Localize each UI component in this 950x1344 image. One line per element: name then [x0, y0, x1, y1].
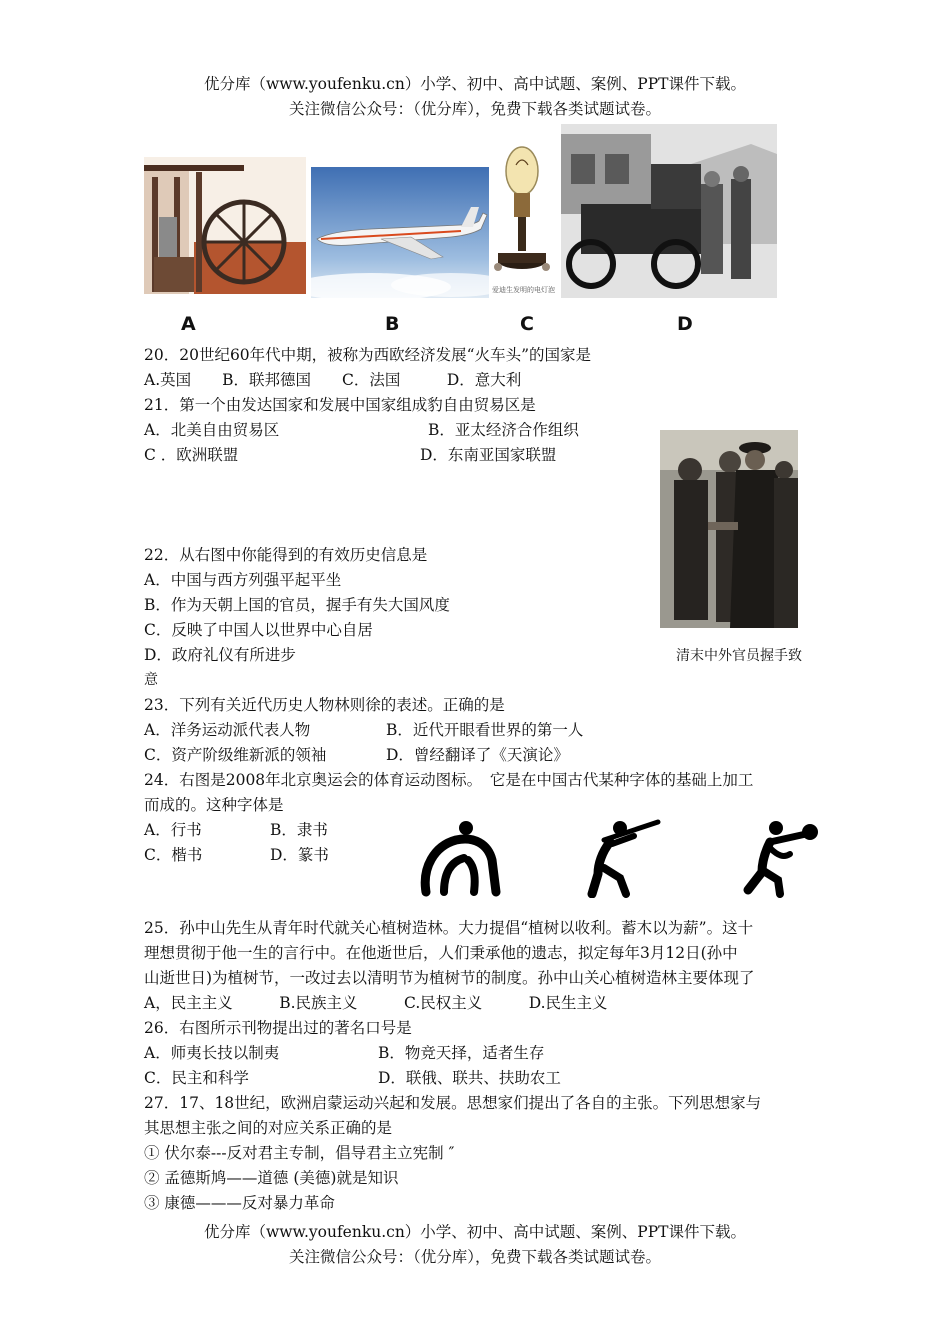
header-line-2: 关注微信公众号：（优分库），免费下载各类试题试卷。 [288, 100, 661, 118]
steam-engine-image [144, 157, 306, 294]
airplane-image [311, 167, 489, 298]
bulb-caption: 爱迪生发明的电灯泡 [492, 286, 555, 294]
q20-options: A.英国 B．联邦德国 C．法国 D．意大利 [144, 371, 522, 389]
q24-stem-line-1: 24．右图是2008年北京奥运会的体育运动图标。 它是在中国古代某种字体的基础上加工 [144, 771, 754, 789]
q25-line-3: 山逝世日)为植树节，一改过去以清明节为植树节的制度。孙中山关心植树造林主要体现了 [144, 969, 755, 987]
wrestling-pictogram-icon [416, 818, 502, 898]
q21-option-d: D．东南亚国家联盟 [420, 446, 557, 464]
image-label-a: A [181, 313, 196, 335]
q24-stem-line-2: 而成的。这种字体是 [144, 796, 284, 814]
q27-item-3: ③ 康德———反对暴力革命 [144, 1194, 335, 1212]
q26-option-b: B．物竞天择，适者生存 [378, 1044, 545, 1062]
q24-option-c: C．楷书 [144, 846, 203, 864]
q26-stem: 26．右图所示刊物提出过的著名口号是 [144, 1019, 412, 1037]
q22-option-b: B．作为天朝上国的官员，握手有失大国风度 [144, 596, 450, 614]
q22-stem: 22．从右图中你能得到的有效历史信息是 [144, 546, 428, 564]
model-t-car-image [561, 124, 777, 298]
q25-line-2: 理想贯彻于他一生的言行中。在他逝世后，人们秉承他的遗志，拟定每年3月12日(孙中 [144, 944, 738, 962]
footer-line-1: 优分库（www.youfenku.cn）小学、初中、高中试题、案例、PPT课件下载。 [203, 1223, 747, 1241]
shooting-pictogram-icon [584, 818, 662, 898]
q21-option-b: B．亚太经济合作组织 [428, 421, 579, 439]
q23-option-c: C．资产阶级维新派的领袖 [144, 746, 327, 764]
q26-option-c: C．民主和科学 [144, 1069, 249, 1087]
image-label-b: B [385, 313, 400, 335]
image-label-c: C [520, 313, 534, 335]
footer-line-2: 关注微信公众号：（优分库），免费下载各类试题试卷。 [288, 1248, 661, 1266]
q27-line-2: 其思想主张之间的对应关系正确的是 [144, 1119, 393, 1137]
light-bulb-image [490, 135, 558, 298]
q26-option-a: A．师夷长技以制夷 [144, 1044, 280, 1062]
q23-option-b: B．近代开眼看世界的第一人 [386, 721, 584, 739]
q27-item-1: ① 伏尔泰---反对君主专制，倡导君主立宪制 ″ [144, 1144, 455, 1162]
q26-option-d: D．联俄、联共、扶助农工 [378, 1069, 561, 1087]
q21-option-a: A．北美自由贸易区 [144, 421, 280, 439]
header-line-1: 优分库（www.youfenku.cn）小学、初中、高中试题、案例、PPT课件下载。 [203, 75, 747, 93]
image-label-d: D [677, 313, 693, 335]
q25-options: A，民主主义 B.民族主义 C.民权主义 D.民生主义 [144, 994, 608, 1012]
boxing-pictogram-icon [740, 818, 820, 898]
q27-item-2: ② 孟德斯鸠——道德 (美德)就是知识 [144, 1169, 399, 1187]
q24-option-d: D．篆书 [270, 846, 329, 864]
q22-photo-caption: 清末中外官员握手致 [676, 648, 802, 664]
q21-stem: 21．第一个由发达国家和发展中国家组成豹自由贸易区是 [144, 396, 536, 414]
q23-option-a: A．洋务运动派代表人物 [144, 721, 311, 739]
q24-option-b: B．隶书 [270, 821, 328, 839]
q23-option-d: D．曾经翻译了《天演论》 [386, 746, 569, 764]
q22-option-a: A．中国与西方列强平起平坐 [144, 571, 342, 589]
q22-caption-wrap: 意 [144, 672, 158, 688]
q25-line-1: 25．孙中山先生从青年时代就关心植树造林。大力提倡“植树以收利。蓄木以为薪”。这十 [144, 919, 754, 937]
q21-option-c: C ．欧洲联盟 [144, 446, 239, 464]
q20-stem: 20．20世纪60年代中期，被称为西欧经济发展“火车头”的国家是 [144, 346, 592, 364]
q23-stem: 23．下列有关近代历史人物林则徐的表述。正确的是 [144, 696, 505, 714]
officials-handshake-photo [660, 430, 798, 628]
q27-line-1: 27．17、18世纪，欧洲启蒙运动兴起和发展。思想家们提出了各自的主张。下列思想家与 [144, 1094, 762, 1112]
q22-option-c: C．反映了中国人以世界中心自居 [144, 621, 373, 639]
q22-option-d: D．政府礼仪有所进步 [144, 646, 296, 664]
q24-option-a: A．行书 [144, 821, 202, 839]
